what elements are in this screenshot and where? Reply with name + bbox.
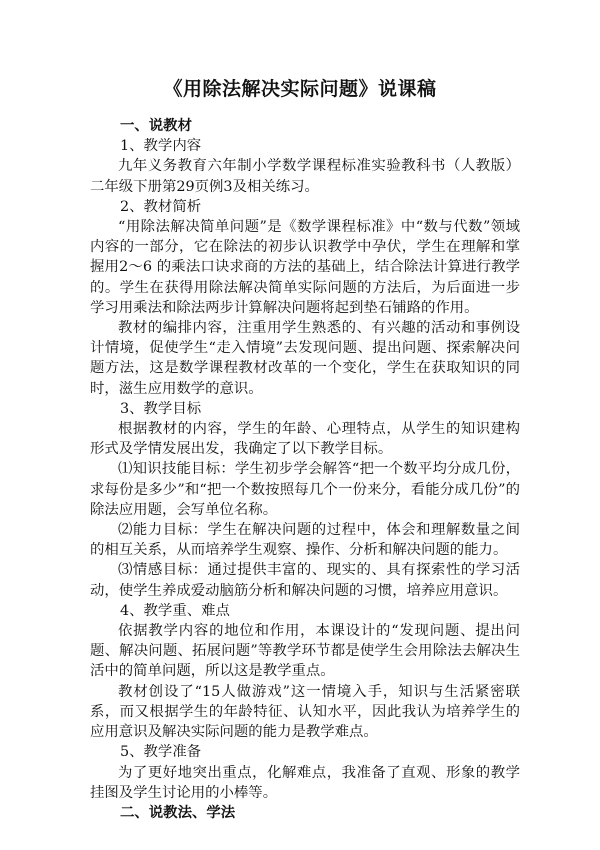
paragraph-teaching-content: 九年义务教育六年制小学数学课程标准实验教科书（人教版）二年级下册第29页例3及相关练习。 (90, 158, 520, 195)
paragraph-teaching-goals-intro: 根据教材的内容，学生的年龄、心理特点，从学生的知识建构形式及学情发展出发，我确定了以下教学目标。 (90, 421, 520, 458)
section-heading-methods: 二、说教法、学法 (120, 803, 236, 821)
subheading-teaching-goals: 3、教学目标 (120, 400, 202, 417)
goal-ability: ⑵能力目标：学生在解决问题的过程中，体会和理解数量之间的相互关系，从而培养学生观察、操作、分析和解决问题的能力。 (90, 522, 520, 559)
document-body (90, 116, 520, 823)
document-title: 《用除法解决实际问题》说课稿 (163, 78, 437, 100)
paragraph-textbook-analysis-2: 教材的编排内容，注重用学生熟悉的、有兴趣的活动和事例设计情境，促使学生“走入情境”去发现问题、提出问题、探索解决问题方法，这是数学课程教材改革的一个变化，学生在获取知识的同时，滋生应用数学的意识。 (90, 320, 520, 397)
paragraph-textbook-analysis-1: “用除法解决简单问题”是《数学课程标准》中“数与代数”领域内容的一部分，它在除法的初步认识教学中孕伏，学生在理解和掌握用2～6 的乘法口诀求商的方法的基础上，结合除法计算进行教学的。学生在获得用除法解决简单实际问题的方法后，为后面进一步学习用乘法和除法两步计算解决问题将起到垫石铺路的作用。 (90, 219, 520, 316)
section-heading-textbook: 一、说教材 (120, 117, 192, 134)
paragraph-difficult-point: 教材创设了“15人做游戏”这一情境入手，知识与生活紧密联系，而又根据学生的年龄特征、认知水平，因此我认为培养学生的应用意识及解决实际问题的能力是教学难点。 (90, 683, 520, 741)
subheading-textbook-analysis: 2、教材简析 (120, 198, 202, 215)
paragraph-teaching-preparation: 为了更好地突出重点，化解难点，我准备了直观、形象的教学挂图及学生讨论用的小棒等。 (90, 764, 520, 801)
subheading-teaching-content: 1、教学内容 (120, 138, 202, 155)
subheading-key-difficult-points: 4、教学重、难点 (120, 602, 230, 619)
paragraph-key-point: 依据教学内容的地位和作用，本课设计的“发现问题、提出问题、解决问题、拓展问题”等教学环节都是使学生会用除法去解决生活中的简单问题，所以这是教学重点。 (90, 623, 520, 680)
goal-knowledge-skills: ⑴知识技能目标：学生初步学会解答“把一个数平均分成几份，求每份是多少”和“把一个数按照每几个一份来分，看能分成几份”的除法应用题，会写单位名称。 (90, 461, 520, 518)
subheading-teaching-preparation: 5、教学准备 (120, 744, 202, 761)
goal-emotion: ⑶情感目标：通过提供丰富的、现实的、具有探索性的学习活动，使学生养成爱动脑筋分析和解决问题的习惯，培养应用意识。 (90, 562, 520, 599)
